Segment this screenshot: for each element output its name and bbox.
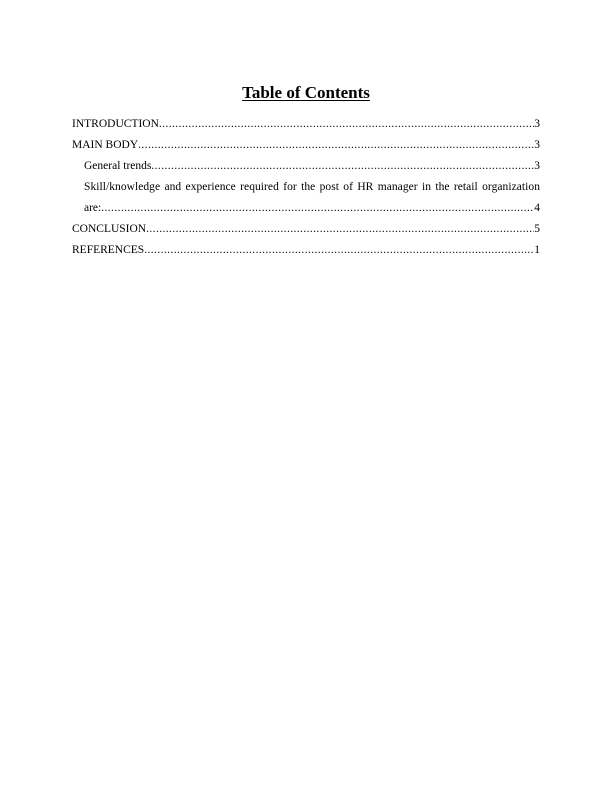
toc-page-number: 3: [534, 118, 540, 130]
dot-leader: [146, 219, 534, 240]
toc-entry-label: INTRODUCTION: [72, 118, 159, 130]
dot-leader: [144, 240, 534, 261]
toc-page-number: 3: [534, 160, 540, 172]
dot-leader: [138, 135, 534, 156]
toc-entry-label: MAIN BODY: [72, 139, 139, 151]
dot-leader: [101, 198, 534, 219]
table-of-contents: [72, 114, 540, 261]
dot-leader: [151, 156, 534, 177]
toc-entry-label-line2: are:: [84, 202, 102, 214]
dot-leader: [159, 114, 534, 135]
toc-entry-skill-knowledge[interactable]: [72, 177, 540, 219]
toc-entry-main-body[interactable]: [72, 135, 540, 156]
toc-page-number: 5: [534, 223, 540, 235]
toc-entry-references[interactable]: [72, 240, 540, 261]
toc-entry-label: REFERENCES: [72, 244, 145, 256]
toc-page-number: 3: [534, 139, 540, 151]
toc-page-number: 1: [534, 244, 540, 256]
toc-entry-conclusion[interactable]: [72, 219, 540, 240]
toc-entry-label-line1: Skill/knowledge and experience required for the post of HR manager in the retail organization: [84, 181, 540, 193]
toc-entry-introduction[interactable]: [72, 114, 540, 135]
toc-entry-label: CONCLUSION: [72, 223, 147, 235]
toc-entry-label: General trends: [84, 160, 152, 172]
toc-title: Table of Contents: [242, 83, 370, 102]
toc-page-number: 4: [534, 202, 540, 214]
toc-entry-general-trends[interactable]: [72, 156, 540, 177]
